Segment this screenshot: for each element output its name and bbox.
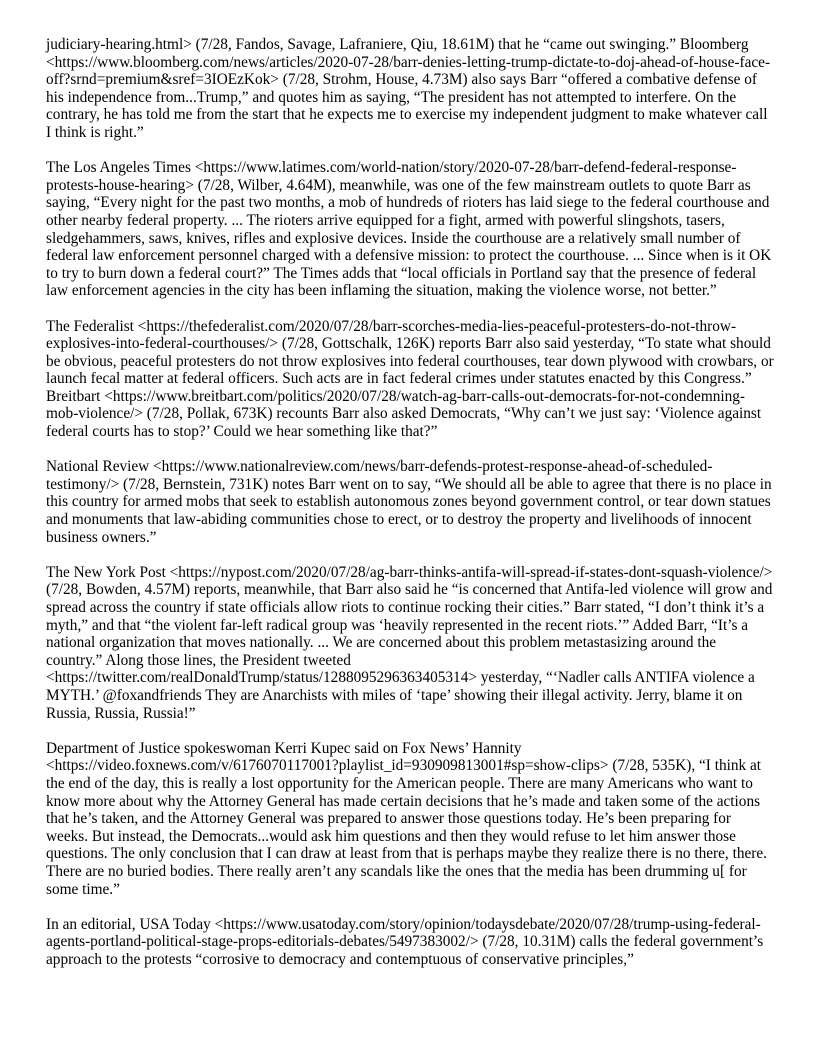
paragraph-doj-kupec: Department of Justice spokeswoman Kerri Kupec said on Fox News’ Hannity <https://video.foxnews.com/v/6176070117001?playlist_id=930909813001#sp=show-clips> (7/28, 535K), “I think at the end of the day, this is really a lost opportunity for the American people. There are many Americans who want to know more about why the Attorney General has made certain decisions that he’s made and taken some of the actions that he’s taken, and the Attorney General was prepared to answer those questions today. He’s been preparing for weeks. But instead, the Democrats...would ask him questions and then they would refuse to let him answer those questions. The only conclusion that I can draw at least from that is perhaps maybe they realize there is no there, there. There are no buried bodies. There really aren’t any scandals like the ones that the media has been drumming u[ for some time.” [46,739,767,898]
document-page [46,36,774,968]
paragraph-los-angeles-times: The Los Angeles Times <https://www.latimes.com/world-nation/story/2020-07-28/barr-defend-federal-response-protests-house-hearing> (7/28, Wilber, 4.64M), meanwhile, was one of the few mainstream outlets to quote Barr as saying, “Every night for the past two months, a mob of hundreds of rioters has laid siege to the federal courthouse and other nearby federal property. ... The rioters arrive equipped for a fight, armed with powerful slingshots, tasers, sledgehammers, saws, knives, rifles and explosive devices. Inside the courthouse are a relatively small number of federal law enforcement personnel charged with a defensive mission: to protect the courthouse. ... Since when is it OK to try to burn down a federal court?” The Times adds that “local officials in Portland say that the presence of federal law enforcement agencies in the city has been inflaming the situation, making the violence worse, not better.” [46,159,772,300]
paragraph-federalist-breitbart: The Federalist <https://thefederalist.com/2020/07/28/barr-scorches-media-lies-peaceful-protesters-do-not-throw-explosives-into-federal-courthouses/> (7/28, Gottschalk, 126K) reports Barr also said yesterday, “To state what should be obvious, peaceful protesters do not throw explosives into federal courthouses, tear down plywood with crowbars, or launch fecal matter at federal officers. Such acts are in fact federal crimes under statutes enacted by this Congress.” Breitbart <https://www.breitbart.com/politics/2020/07/28/watch-ag-barr-calls-out-democrats-for-not-condemning-mob-violence/> (7/28, Pollak, 673K) recounts Barr also asked Democrats, “Why can’t we just say: ‘Violence against federal courts has to stop?’ Could we hear something like that?” [46,317,774,441]
paragraph-new-york-post: The New York Post <https://nypost.com/2020/07/28/ag-barr-thinks-antifa-will-spread-if-states-dont-squash-violence/> (7/28, Bowden, 4.57M) reports, meanwhile, that Barr also said he “is concerned that Antifa-led violence will grow and spread across the country if state officials allow riots to continue rocking their cities.” Barr stated, “I don’t think it’s a myth,” and that “the violent far-left radical group was ‘heavily represented in the recent riots.’” Added Barr, “It’s a national organization that moves nationally. ... We are concerned about this problem metastasizing around the country.” Along those lines, the President tweeted <https://twitter.com/realDonaldTrump/status/1288095296363405314> yesterday, “‘Nadler calls ANTIFA violence a MYTH.’ @foxandfriends They are Anarchists with miles of ‘tape’ showing their illegal activity. Jerry, blame it on Russia, Russia, Russia!” [46,563,773,722]
paragraph-usa-today: In an editorial, USA Today <https://www.usatoday.com/story/opinion/todaysdebate/2020/07/28/trump-using-federal-agents-portland-political-stage-props-editorials-debates/5497383002/> (7/28, 10.31M) calls the federal government’s approach to the protests “corrosive to democracy and contemptuous of conservative principles,” [46,915,764,968]
paragraph-nyt-bloomberg: judiciary-hearing.html> (7/28, Fandos, Savage, Lafraniere, Qiu, 18.61M) that he “came out swinging.” Bloomberg <https://www.bloomberg.com/news/articles/2020-07-28/barr-denies-letting-trump-dictate-to-doj-ahead-of-house-face-off?srnd=premium&sref=3IOEzKok> (7/28, Strohm, House, 4.73M) also says Barr “offered a combative defense of his independence from...Trump,” and quotes him as saying, “The president has not attempted to interfere. On the contrary, he has told me from the start that he expects me to exercise my independent judgment to make whatever call I think is right.” [46,36,771,141]
paragraph-national-review: National Review <https://www.nationalreview.com/news/barr-defends-protest-response-ahead-of-scheduled-testimony/> (7/28, Bernstein, 731K) notes Barr went on to say, “We should all be able to agree that there is no place in this country for armed mobs that seek to establish autonomous zones beyond government control, or tear down statues and monuments that law-abiding communities chose to erect, or to destroy the property and livelihoods of innocent business owners.” [46,458,772,546]
